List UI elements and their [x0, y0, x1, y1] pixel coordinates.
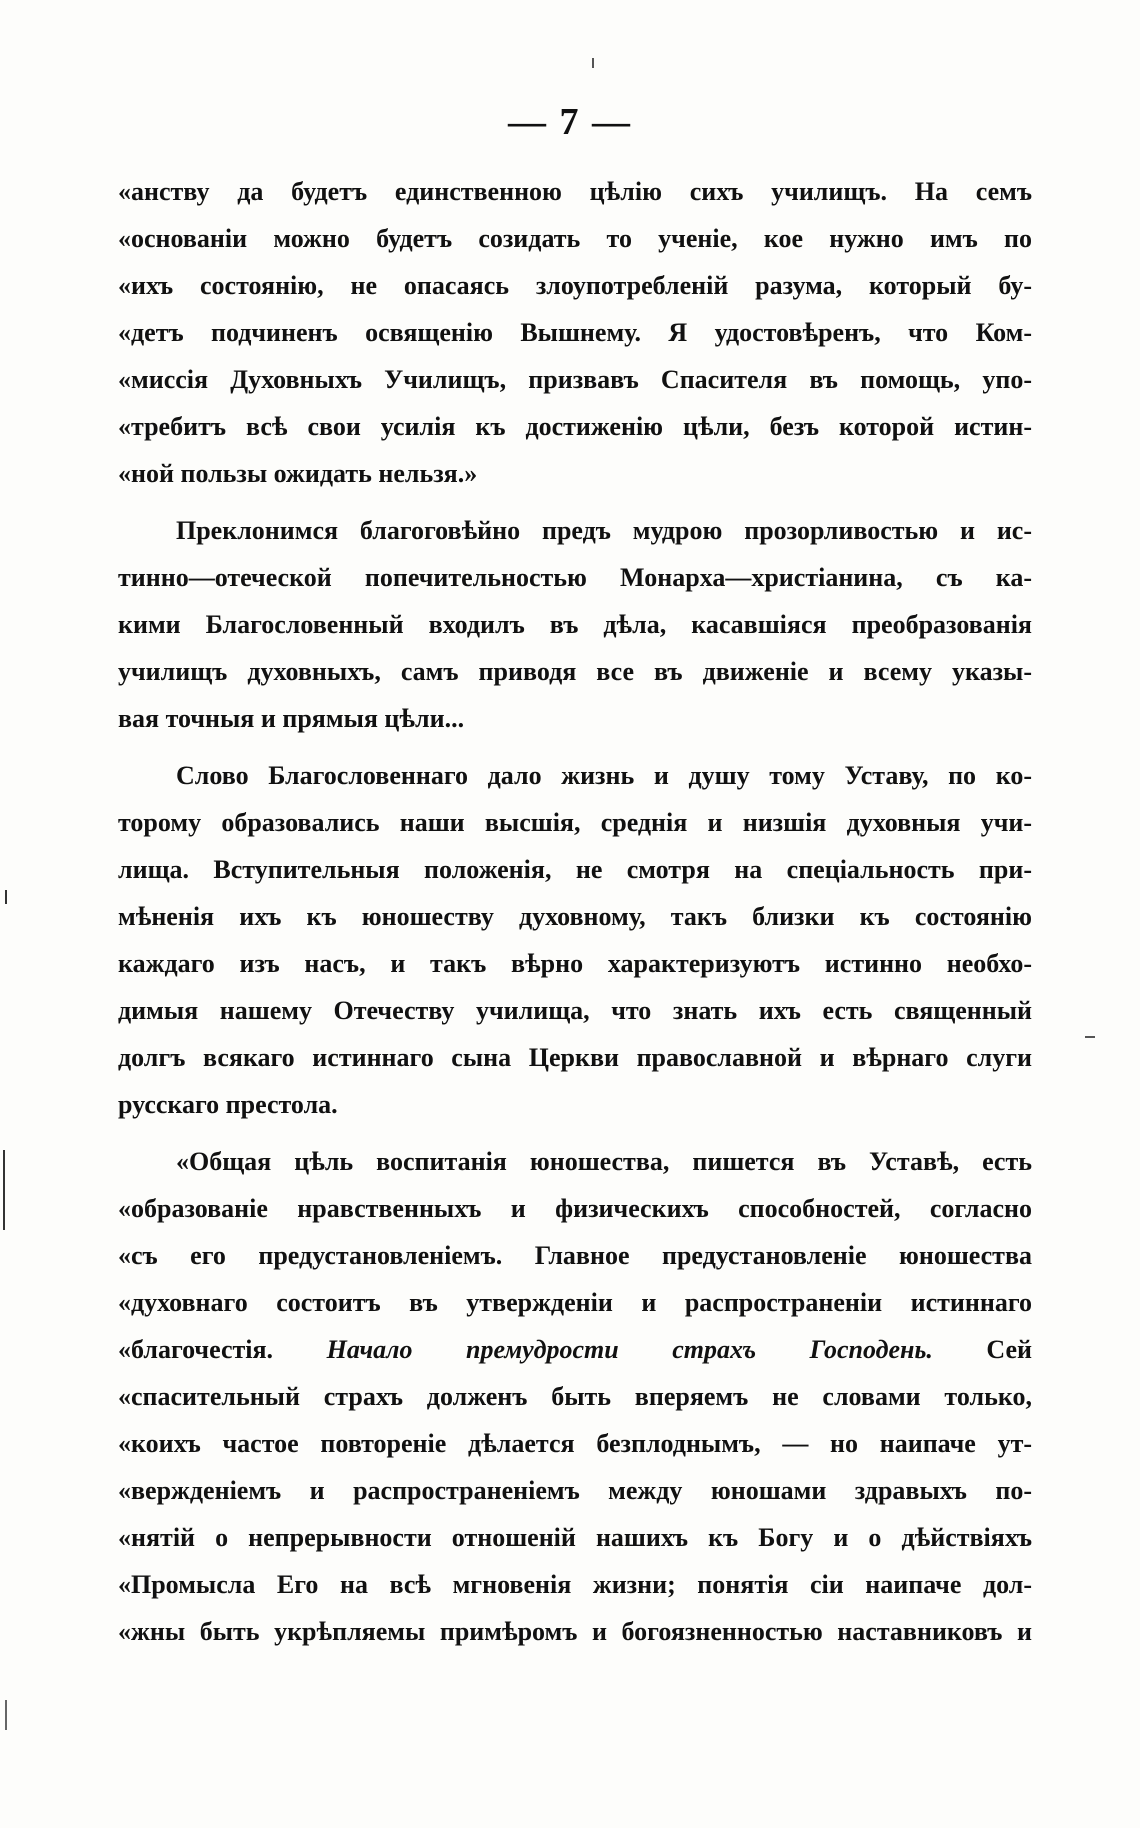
paragraph-statute — [118, 752, 1032, 1128]
italic-line-start: «благочестія. — [118, 1335, 274, 1364]
text-line: димыя нашему Отечеству училища, что знать ихъ есть священный — [118, 996, 1032, 1025]
text-line: русскаго престола. — [118, 1090, 338, 1119]
text-line: Преклонимся благоговѣйно предъ мудрою прозорливостью и ис- — [176, 516, 1032, 545]
text-line: долгъ всякаго истиннаго сына Церкви православной и вѣрнаго слуги — [118, 1043, 1032, 1072]
text-line: «ихъ состоянію, не опасаясь злоупотребленій разума, который бу- — [118, 271, 1032, 300]
text-line: «духовнаго состоитъ въ утвержденіи и распространеніи истиннаго — [118, 1288, 1032, 1317]
page-number: — 7 — — [508, 101, 632, 143]
text-line: «образованіе нравственныхъ и физическихъ способностей, согласно — [118, 1194, 1032, 1223]
text-line: «миссія Духовныхъ Училищъ, призвавъ Спасителя въ помощь, упо- — [118, 365, 1032, 394]
text-line: вая точныя и прямыя цѣли... — [118, 704, 465, 733]
text-line: «Общая цѣль воспитанія юношества, пишется въ Уставѣ, есть — [176, 1147, 1032, 1176]
text-line: «вержденіемъ и распространеніемъ между юношами здравыхъ по- — [118, 1476, 1032, 1505]
text-line: «требитъ всѣ свои усилія къ достиженію цѣли, безъ которой истин- — [118, 412, 1032, 441]
text-line: «основаніи можно будетъ созидать то ученіе, кое нужно имъ по — [118, 224, 1032, 253]
text-line: лища. Вступительныя положенія, не смотря на спеціальность при- — [118, 855, 1032, 884]
text-line: «спасительный страхъ долженъ быть вперяемъ не словами только, — [118, 1382, 1032, 1411]
paragraph-quote-continuation — [118, 168, 1032, 497]
scan-mark-left-tick — [5, 890, 7, 904]
body-text — [118, 168, 1032, 1655]
text-line: «детъ подчиненъ освященію Вышнему. Я удостовѣренъ, что Ком- — [118, 318, 1032, 347]
paragraph-monarch — [118, 507, 1032, 742]
text-line: «жны быть укрѣпляемы примѣромъ и богоязненностью наставниковъ и — [118, 1617, 1032, 1646]
scan-mark-top-speck — [592, 58, 594, 68]
text-line: кими Благословенный входилъ въ дѣла, касавшіяся преобразованія — [118, 610, 1032, 639]
text-line: мѣненія ихъ къ юношеству духовному, такъ близки къ состоянію — [118, 902, 1032, 931]
text-line: торому образовались наши высшія, среднія и низшія духовныя учи- — [118, 808, 1032, 837]
text-line: Слово Благословеннаго дало жизнь и душу тому Уставу, по ко- — [176, 761, 1032, 790]
text-line: «съ его предустановленіемъ. Главное предустановленіе юношества — [118, 1241, 1032, 1270]
text-line: каждаго изъ насъ, и такъ вѣрно характеризуютъ истинно необхо- — [118, 949, 1032, 978]
text-line-with-italic — [118, 1326, 1032, 1373]
italic-scripture-phrase: Начало премудрости страхъ Господень. — [326, 1335, 933, 1364]
scan-mark-right-dash — [1085, 1036, 1095, 1038]
scan-mark-left-rule — [3, 1150, 5, 1230]
text-line: «Промысла Его на всѣ мгновенія жизни; понятія сіи наипаче дол- — [118, 1570, 1032, 1599]
text-line: «анству да будетъ единственною цѣлію сихъ училищъ. На семъ — [118, 177, 1032, 206]
text-line: «коихъ частое повтореніе дѣлается безплоднымъ, — но наипаче ут- — [118, 1429, 1032, 1458]
scan-mark-left-tick-lower — [5, 1700, 7, 1730]
italic-line-end: Сей — [986, 1335, 1033, 1364]
text-line: «ной пользы ожидать нельзя.» — [118, 459, 478, 488]
text-line: тинно—отеческой попечительностью Монарха—христіанина, съ ка- — [118, 563, 1032, 592]
text-line: «нятій о непрерывности отношеній нашихъ къ Богу и о дѣйствіяхъ — [118, 1523, 1032, 1552]
paragraph-statute-quote — [118, 1138, 1032, 1655]
text-line: училищъ духовныхъ, самъ приводя все въ движеніе и всему указы- — [118, 657, 1032, 686]
